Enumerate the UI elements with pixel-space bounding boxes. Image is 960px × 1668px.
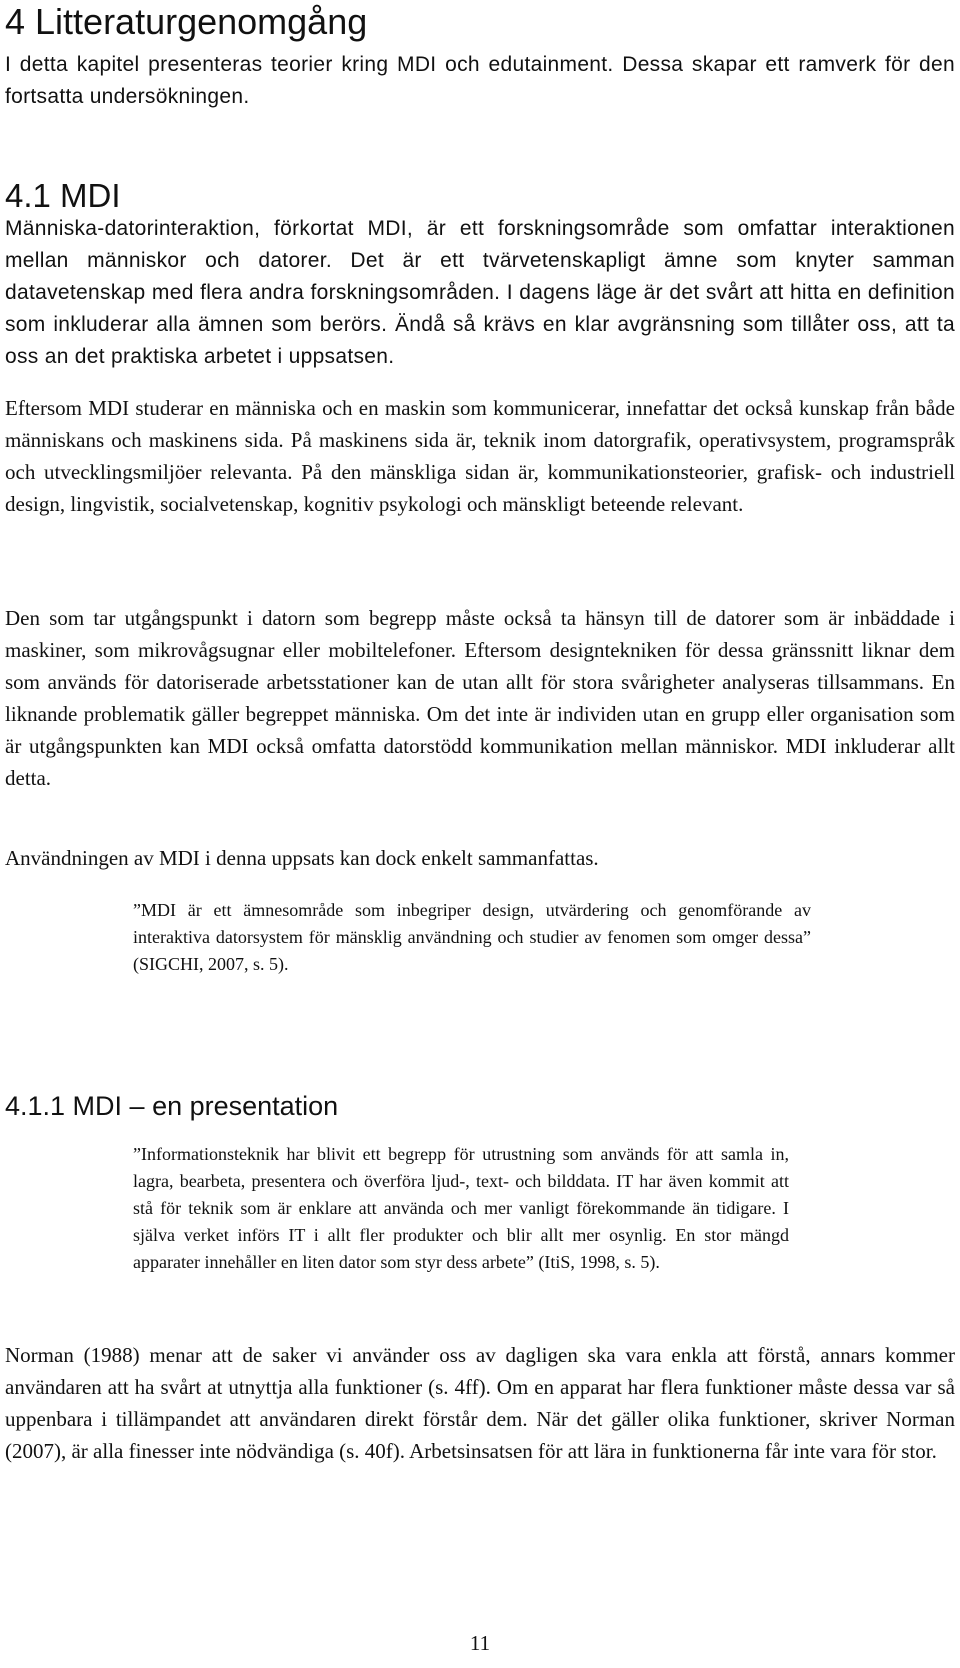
chapter-title: 4 Litteraturgenomgång	[5, 1, 368, 42]
subsection-title: 4.1.1 MDI – en presentation	[5, 1091, 339, 1121]
section-paragraph-3: Den som tar utgångspunkt i datorn som begrepp måste också ta hänsyn till de datorer som är inbäddade i maskiner, som mikrovågsugnar eller mobiltelefoner. Eftersom designtekniken för dessa gränssnitt liknar dem som används för datoriserade arbetsstationer kan de utan allt för stora svårigheter analyseras tillsammans. En liknande problematik gäller begreppet människa. Om det inte är individen utan en grupp eller organisation som är utgångspunkten kan MDI också omfatta datorstödd kommunikation mellan människor. MDI inkluderar allt detta.	[5, 606, 955, 790]
section-paragraph-2: Eftersom MDI studerar en människa och en maskin som kommunicerar, innefattar det också kunskap från både människans och maskinens sida. På maskinens sida är, teknik inom datorgrafik, operativsystem, programspråk och utvecklingsmiljöer relevanta. På den mänskliga sidan är, kommunikationsteorier, grafisk- och industriell design, lingvistik, socialvetenskap, kognitiv psykologi och mänskligt beteende relevant.	[5, 396, 955, 516]
page-number: 11	[469, 1631, 491, 1655]
block-quote-sigchi: ”MDI är ett ämnesområde som inbegriper design, utvärdering och genomförande av interaktiva datorsystem för mänsklig användning och studier av fenomen som omger dessa” (SIGCHI, 2007, s. 5).	[133, 900, 811, 974]
block-quote-itis: ”Informationsteknik har blivit ett begrepp för utrustning som används för att samla in, lagra, bearbeta, presentera och överföra ljud-, text- och bilddata. IT har även kommit att stå för teknik som är enklare att använda och mer vanligt förekommande än tidigare. I själva verket införs IT i allt fler produkter och blir allt mer osynlig. En stor mängd apparater innehåller en liten dator som styr dess arbete” (ItiS, 1998, s. 5).	[133, 1144, 789, 1272]
section-paragraph-4: Användningen av MDI i denna uppsats kan dock enkelt sammanfattas.	[5, 846, 599, 870]
chapter-intro-paragraph: I detta kapitel presenteras teorier kring MDI och edutainment. Dessa skapar ett ramverk för den fortsatta undersökningen.	[5, 53, 955, 108]
section-paragraph-1: Människa-datorinteraktion, förkortat MDI, är ett forskningsområde som omfattar interaktionen mellan människor och datorer. Det är ett tvärvetenskapligt ämne som knyter samman datavetenskap med flera andra forskningsområden. I dagens läge är det svårt att hitta en definition som inkluderar alla ämnen som berörs. Ändå så krävs en klar avgränsning som tillåter oss, att ta oss an det praktiska arbetet i uppsatsen.	[5, 217, 955, 368]
section-title: 4.1 MDI	[5, 177, 121, 214]
subsection-paragraph: Norman (1988) menar att de saker vi använder oss av dagligen ska vara enkla att förstå, annars kommer användaren att ha svårt at utnyttja alla funktioner (s. 4ff). Om en apparat har flera funktioner måste dessa var så uppenbara i tillämpandet att användaren direkt förstår dem. När det gäller olika funktioner, skriver Norman (2007), är alla finesser inte nödvändiga (s. 40f). Arbetsinsatsen för att lära in funktionerna får inte vara för stor.	[5, 1343, 955, 1463]
